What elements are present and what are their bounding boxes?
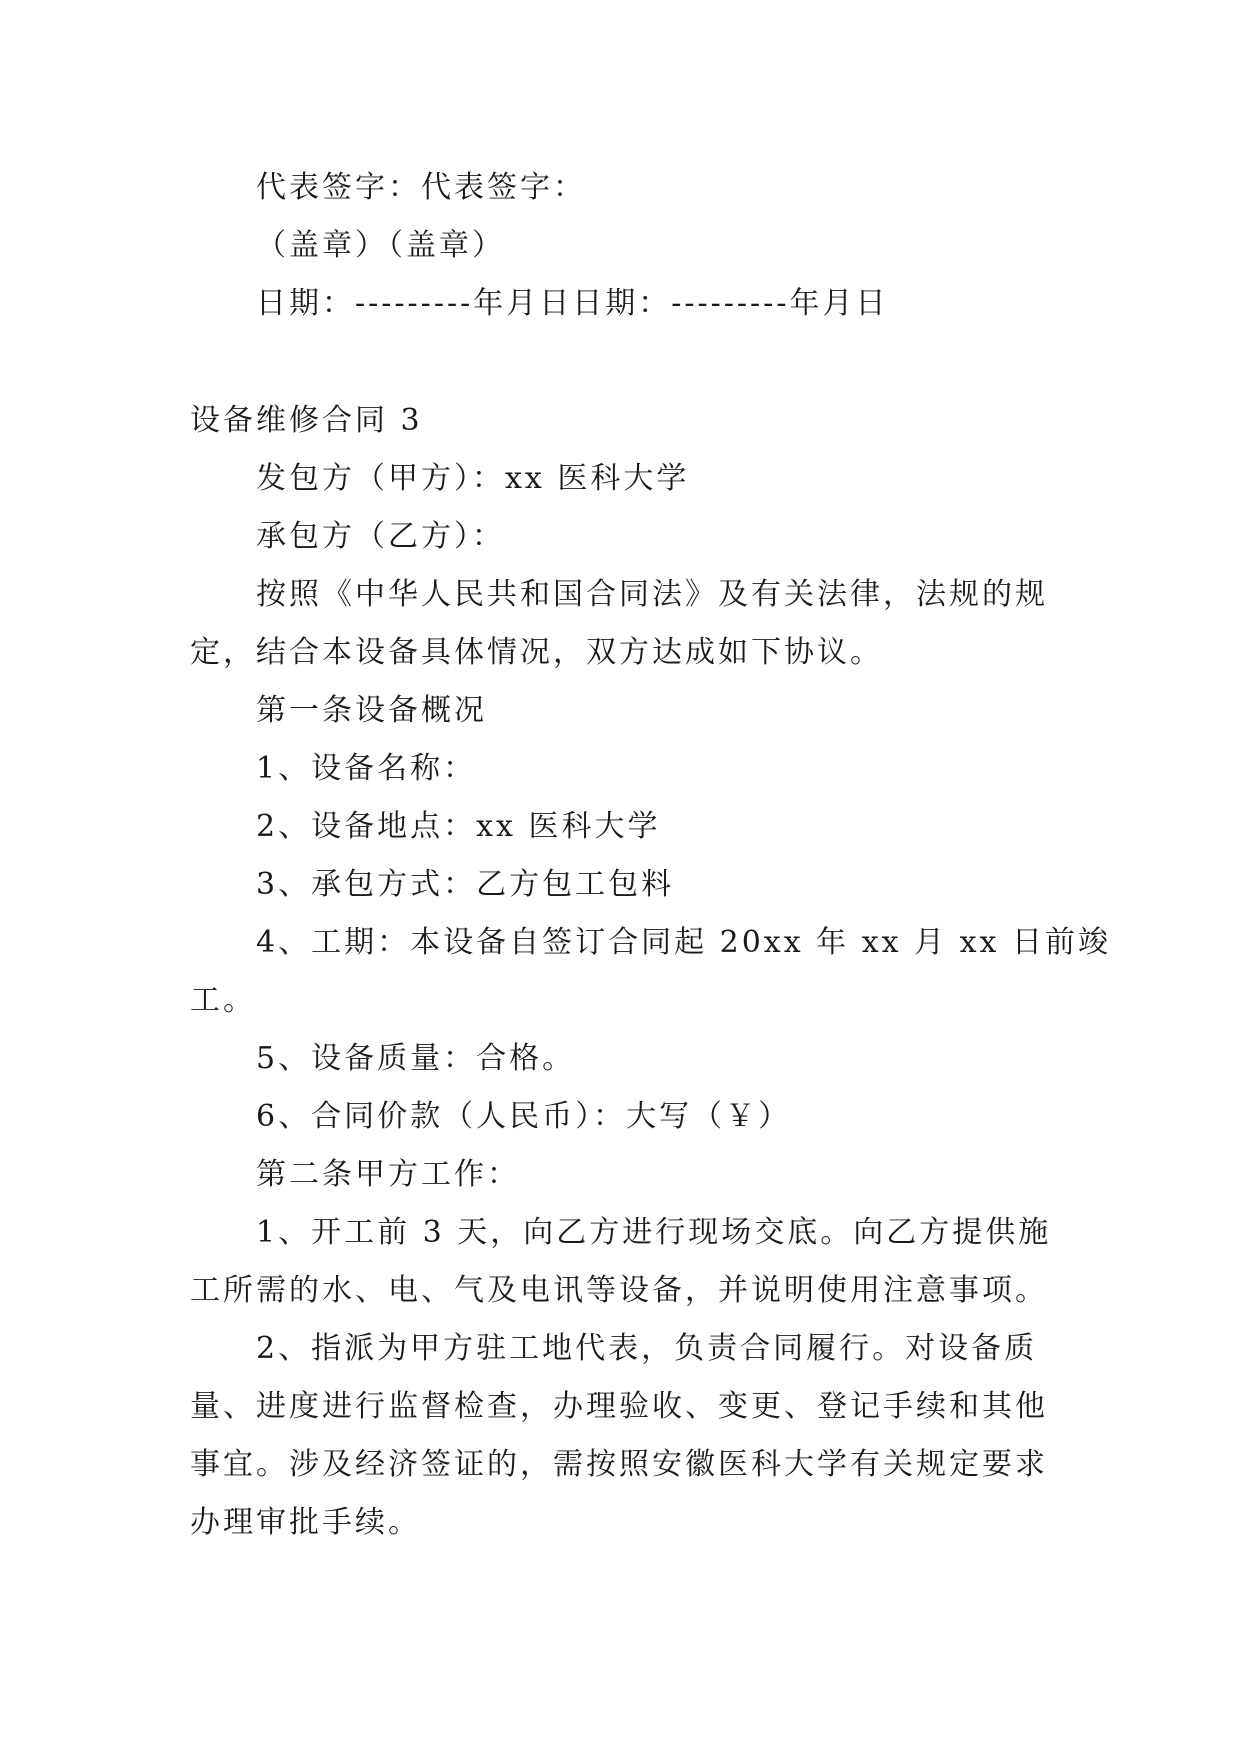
party-b-line: 承包方（乙方）： [256,519,505,554]
preamble-line-1: 按照《中华人民共和国合同法》及有关法律，法规的规 [256,577,1048,612]
article-2-item-1-line-1: 1、开工前 3 天，向乙方进行现场交底。向乙方提供施 [256,1215,1052,1250]
article-1-item-5: 5、设备质量：合格。 [256,1041,576,1076]
article-1-item-6: 6、合同价款（人民币）：大写（￥） [256,1099,792,1134]
party-a-line: 发包方（甲方）：xx 医科大学 [256,461,690,496]
article-1-title: 第一条设备概况 [256,693,487,728]
article-2-item-2-line-3: 事宜。涉及经济签证的，需按照安徽医科大学有关规定要求 [190,1447,1048,1482]
article-1-item-1: 1、设备名称： [256,751,477,786]
preamble-line-2: 定，结合本设备具体情况，双方达成如下协议。 [190,635,883,670]
article-1-item-2: 2、设备地点：xx 医科大学 [256,809,661,844]
article-2-item-2-line-1: 2、指派为甲方驻工地代表，负责合同履行。对设备质 [256,1331,1038,1366]
rep-sign-line: 代表签字：代表签字： [256,170,586,205]
section-title: 设备维修合同 3 [190,403,423,438]
article-1-item-3: 3、承包方式：乙方包工包料 [256,867,675,902]
article-2-item-1-line-2: 工所需的水、电、气及电讯等设备，并说明使用注意事项。 [190,1273,1048,1308]
date-line: 日期：---------年月日日期：---------年月日 [256,286,889,321]
article-1-item-4-line-1: 4、工期：本设备自签订合同起 20xx 年 xx 月 xx 日前竣 [256,925,1111,960]
article-2-item-2-line-2: 量、进度进行监督检查，办理验收、变更、登记手续和其他 [190,1389,1048,1424]
article-1-item-4-line-2: 工。 [190,983,256,1018]
article-2-title: 第二条甲方工作： [256,1157,520,1192]
seal-line: （盖章）（盖章） [256,228,505,263]
article-2-item-2-line-4: 办理审批手续。 [190,1505,421,1540]
